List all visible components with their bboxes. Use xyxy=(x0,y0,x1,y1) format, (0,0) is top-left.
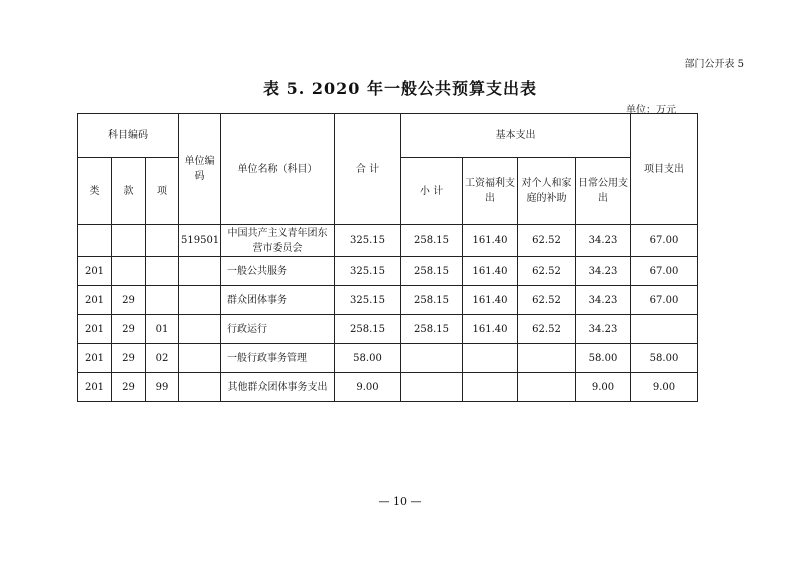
cell-name: 行政运行 xyxy=(221,315,335,344)
table-row xyxy=(78,257,698,286)
cell-subtotal: 258.15 xyxy=(401,225,463,257)
unit-label: 单位：万元 xyxy=(626,105,676,116)
cell-wages: 161.40 xyxy=(463,225,518,257)
header-row-1 xyxy=(78,114,698,158)
cell-wages xyxy=(463,344,518,373)
cell-code xyxy=(179,286,221,315)
header-lei: 类 xyxy=(78,158,112,225)
cell-xiang xyxy=(146,286,179,315)
cell-subtotal: 258.15 xyxy=(401,286,463,315)
header-unit-name: 单位名称（科目） xyxy=(221,114,335,225)
header-subtotal: 小 计 xyxy=(401,158,463,225)
cell-subtotal xyxy=(401,373,463,402)
cell-name: 一般公共服务 xyxy=(221,257,335,286)
header-xiang: 项 xyxy=(146,158,179,225)
cell-xiang xyxy=(146,257,179,286)
cell-lei: 201 xyxy=(78,257,112,286)
table-row xyxy=(78,286,698,315)
cell-code xyxy=(179,315,221,344)
cell-total: 325.15 xyxy=(335,257,401,286)
cell-name: 其他群众团体事务支出 xyxy=(221,373,335,402)
table-row xyxy=(78,344,698,373)
cell-kuan: 29 xyxy=(112,373,146,402)
cell-subtotal: 258.15 xyxy=(401,315,463,344)
cell-project: 67.00 xyxy=(631,286,698,315)
header-project: 项目支出 xyxy=(631,114,698,225)
budget-table xyxy=(77,113,698,402)
cell-total: 9.00 xyxy=(335,373,401,402)
header-personal: 对个人和家庭的补助 xyxy=(518,158,576,225)
cell-project: 67.00 xyxy=(631,225,698,257)
page-title: 表 5. 2020 年一般公共预算支出表 xyxy=(263,79,537,98)
cell-personal: 62.52 xyxy=(518,257,576,286)
cell-kuan: 29 xyxy=(112,344,146,373)
cell-project: 9.00 xyxy=(631,373,698,402)
cell-subtotal: 258.15 xyxy=(401,257,463,286)
header-unit-code: 单位编码 xyxy=(179,114,221,225)
cell-code: 519501 xyxy=(179,225,221,257)
page-number: — 10 — xyxy=(378,495,422,508)
cell-name: 中国共产主义青年团东营市委员会 xyxy=(221,225,335,257)
cell-total: 325.15 xyxy=(335,286,401,315)
header-wages: 工资福利支出 xyxy=(463,158,518,225)
cell-public: 34.23 xyxy=(576,225,631,257)
cell-total: 258.15 xyxy=(335,315,401,344)
cell-lei: 201 xyxy=(78,286,112,315)
header-basic: 基本支出 xyxy=(401,114,631,158)
cell-lei: 201 xyxy=(78,315,112,344)
cell-kuan: 29 xyxy=(112,315,146,344)
cell-lei: 201 xyxy=(78,344,112,373)
cell-kuan xyxy=(112,257,146,286)
cell-code xyxy=(179,257,221,286)
cell-public: 9.00 xyxy=(576,373,631,402)
cell-personal: 62.52 xyxy=(518,315,576,344)
corner-label: 部门公开表 5 xyxy=(684,59,744,70)
cell-kuan xyxy=(112,225,146,257)
cell-project xyxy=(631,315,698,344)
cell-public: 58.00 xyxy=(576,344,631,373)
cell-code xyxy=(179,373,221,402)
header-subject-code: 科目编码 xyxy=(78,114,179,158)
cell-public: 34.23 xyxy=(576,257,631,286)
cell-wages: 161.40 xyxy=(463,257,518,286)
cell-wages: 161.40 xyxy=(463,286,518,315)
cell-name: 群众团体事务 xyxy=(221,286,335,315)
cell-personal xyxy=(518,373,576,402)
cell-name: 一般行政事务管理 xyxy=(221,344,335,373)
cell-total: 58.00 xyxy=(335,344,401,373)
cell-personal xyxy=(518,344,576,373)
cell-subtotal xyxy=(401,344,463,373)
table-row xyxy=(78,225,698,257)
cell-kuan: 29 xyxy=(112,286,146,315)
cell-code xyxy=(179,344,221,373)
cell-personal: 62.52 xyxy=(518,225,576,257)
cell-xiang: 02 xyxy=(146,344,179,373)
cell-project: 58.00 xyxy=(631,344,698,373)
cell-wages xyxy=(463,373,518,402)
cell-xiang: 01 xyxy=(146,315,179,344)
table-row xyxy=(78,373,698,402)
cell-personal: 62.52 xyxy=(518,286,576,315)
cell-wages: 161.40 xyxy=(463,315,518,344)
cell-xiang xyxy=(146,225,179,257)
cell-lei: 201 xyxy=(78,373,112,402)
cell-project: 67.00 xyxy=(631,257,698,286)
table-row xyxy=(78,315,698,344)
cell-total: 325.15 xyxy=(335,225,401,257)
cell-public: 34.23 xyxy=(576,286,631,315)
cell-xiang: 99 xyxy=(146,373,179,402)
header-total: 合 计 xyxy=(335,114,401,225)
cell-lei xyxy=(78,225,112,257)
header-kuan: 款 xyxy=(112,158,146,225)
header-public: 日常公用支出 xyxy=(576,158,631,225)
cell-public: 34.23 xyxy=(576,315,631,344)
